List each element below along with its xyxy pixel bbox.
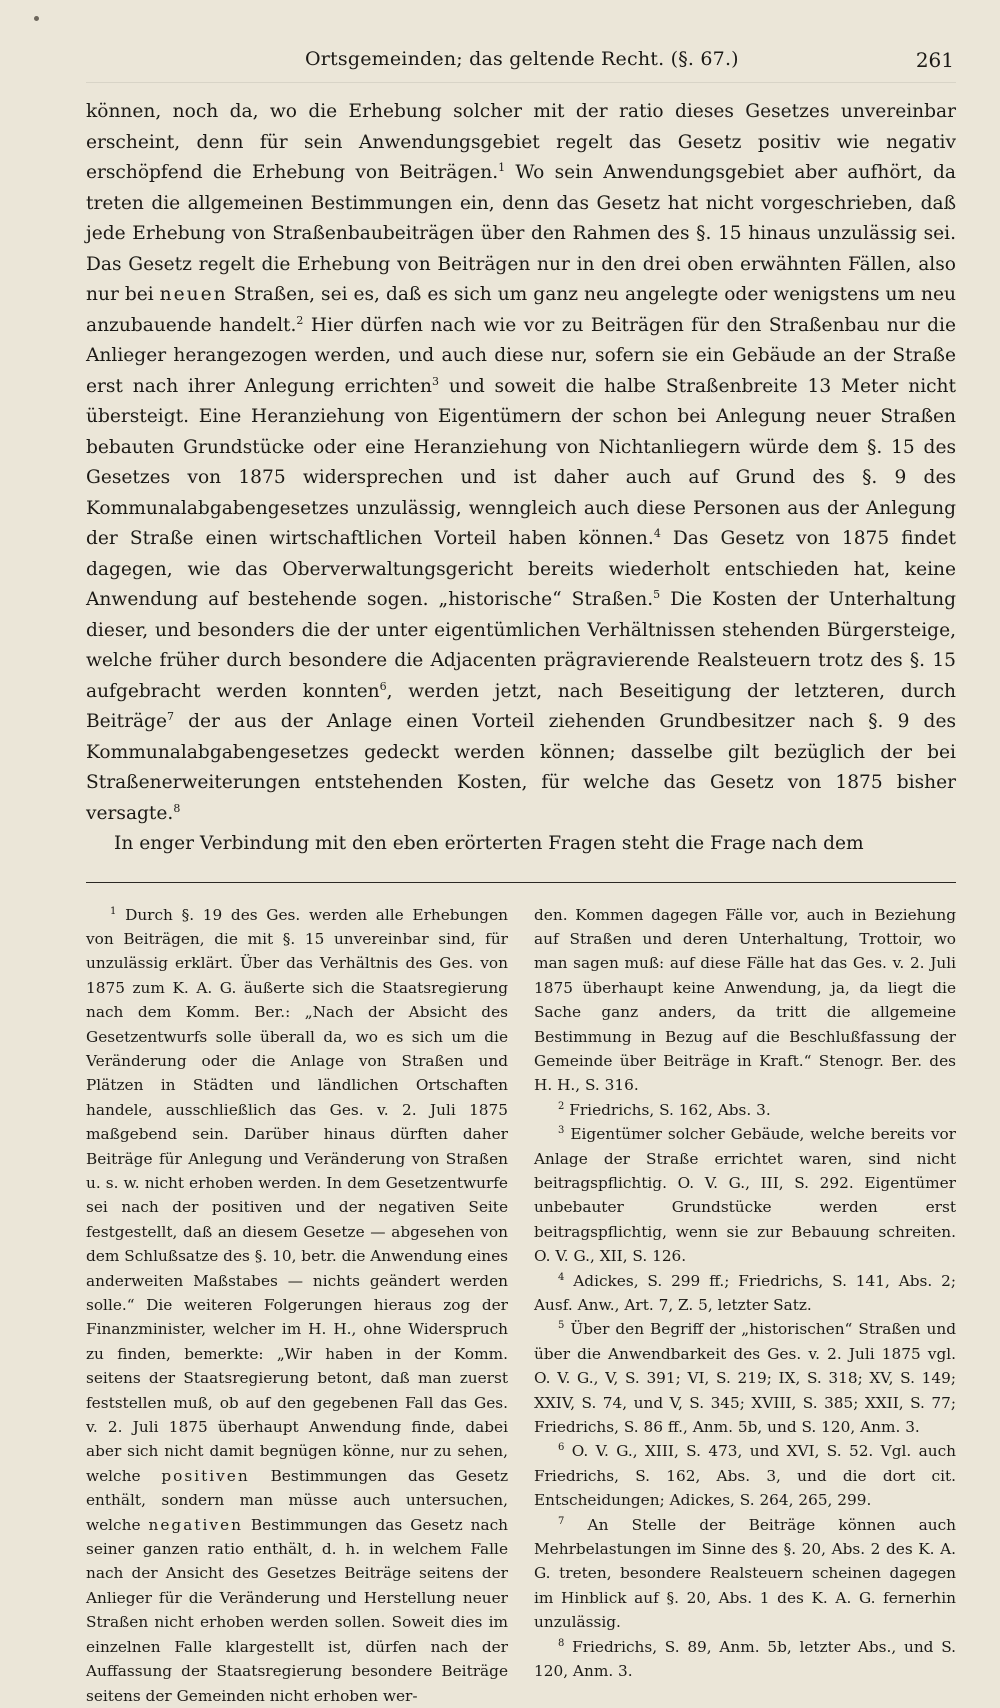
footnote-continuation: den. Kommen dagegen Fälle vor, auch in Beziehung auf Straßen und deren Unterhaltung, Trottoir, wo man sagen muß: auf diese Fälle hat das Ges. v. 2. Juli 1875 überhaupt keine Anwendung, ja, da liegt die Sache ganz anders, da tritt die allgemeine Bestimmung in Bezug auf die Beschlußfassung der Gemeinde über Beiträge in Kraft.“ Stenogr. Ber. des H. H., S. 316.	[534, 905, 956, 1095]
footnote-text: Adickes, S. 299 ff.; Friedrichs, S. 141, Abs. 2; Ausf. Anw., Art. 7, Z. 5, letzter Satz.	[534, 1271, 956, 1314]
footnote-text: Friedrichs, S. 89, Anm. 5b, letzter Abs., und S. 120, Anm. 3.	[534, 1637, 956, 1681]
page-header	[86, 48, 956, 83]
footnote-ref: 3	[432, 374, 440, 388]
text-run: Hier dürfen nach wie vor zu Beiträgen für den Straßenbau nur die Anlieger herangezogen werden, und auch diese nur, sofern sie ein Gebäude an der Straße erst nach ihrer Anlegung errichten	[86, 314, 956, 397]
footnote-ref: 2	[296, 313, 304, 327]
footnote-text: Über den Begriff der „historischen“ Straßen und über die Anwendbarkeit des Ges. v. 2. Juli 1875 vgl. O. V. G., V, S. 391; VI, S. 219; IX, S. 318; XV, S. 149; XXIV, S. 74, und V, S. 345; XVIII, S. 385; XXII, S. 77; Friedrichs, S. 86 ff., Anm. 5b, und S. 120, Anm. 3.	[534, 1320, 956, 1437]
footnote-ref: 6	[379, 679, 387, 693]
text-run: und soweit die halbe Straßenbreite 13 Meter nicht übersteigt. Eine Heranziehung von Eigentümern der schon bei Anlegung neuer Straßen bebauten Grundstücke oder eine Heranziehung von Nichtanliegern würde dem §. 15 des Gesetzes von 1875 widersprechen und ist daher auch auf Grund des §. 9 des Kommunalabgabengesetzes unzulässig, wenngleich auch diese Personen aus der Anlegung der Straße einen wirtschaftlichen Vorteil haben können.	[86, 375, 956, 549]
text-run: Wo sein Anwendungsgebiet aber aufhört, da treten die allgemeinen Bestimmungen ein, denn das Gesetz hat nicht vorgeschrieben, daß jede Erhebung von Straßenbaubeiträgen über den Rahmen des §. 15 hinaus unzulässig sei. Das Gesetz regelt die Erhebung von Beiträgen nur in den drei oben erwähnten Fällen, also nur bei	[86, 162, 956, 305]
footnote	[534, 1122, 956, 1268]
text-run: Durch §. 19 des Ges. werden alle Erhebungen von Beiträgen, die mit §. 15 unvereinbar sind, für unzulässig erklärt. Über das Verhältnis des Ges. von 1875 zum K. A. G. äußerte sich die Staatsregierung nach dem Komm. Ber.: „Nach der Absicht des Gesetzentwurfs solle überall da, wo es sich um die Veränderung oder die Anlage von Straßen und Plätzen in Städten und ländlichen Ortschaften handele, ausschließlich das Ges. v. 2. Juli 1875 maßgebend sein. Darüber hinaus dürften daher Beiträge für Anlegung und Veränderung von Straßen u. s. w. nicht erhoben werden. In dem Gesetzentwurfe sei nach der positiven und der negativen Seite festgestellt, daß an diesem Gesetze — abgesehen von dem Schlußsatze des §. 10, betr. die Anwendung eines anderweiten Maßstabes — nichts geändert werden solle.“ Die weiteren Folgerungen hieraus zog der Finanzminister, welcher im H. H., ohne Widerspruch zu finden, bemerkte: „Wir haben in der Komm. seitens der Staatsregierung betont, daß man zuerst feststellen muß, ob auf den gegebenen Fall das Ges. v. 2. Juli 1875 überhaupt Anwendung finde, dabei aber sich nicht damit begnügen könne, nur zu sehen, welche	[86, 905, 508, 1485]
footnote	[534, 1513, 956, 1635]
text-run: können, noch da, wo die Erhebung solcher mit der ratio dieses Gesetzes unvereinbar erscheint, denn für sein Anwendungsgebiet regelt das Gesetz positiv wie negativ erschöpfend die Erhebung von Beiträgen.	[86, 101, 956, 183]
footnote	[534, 1098, 956, 1122]
text-run: Das Gesetz von 1875 findet dagegen, wie das Oberverwaltungsgericht bereits wiederholt entschieden hat, keine Anwendung auf bestehende sogen. „historische“ Straßen.	[86, 528, 956, 610]
footnote-number: 2	[558, 1100, 565, 1112]
footnote-ref: 7	[166, 709, 174, 723]
footnote-text: Friedrichs, S. 162, Abs. 3.	[569, 1100, 771, 1119]
footnote	[534, 1269, 956, 1318]
footnote	[534, 1317, 956, 1439]
footnote-text: Eigentümer solcher Gebäude, welche bereits vor Anlage der Straße errichtet waren, sind nicht beitragspflichtig. O. V. G., III, S. 292. Eigentümer unbebauter Grundstücke werden erst beitragspflichtig, wenn sie zur Bebauung schreiten. O. V. G., XII, S. 126.	[534, 1125, 956, 1266]
footnote-number: 4	[558, 1271, 565, 1283]
text-run: der aus der Anlage einen Vorteil ziehenden Grundbesitzer nach §. 9 des Kommunalabgabengesetzes gedeckt werden können; dasselbe gilt bezüglich der bei Straßenerweiterungen entstehenden Kosten, für welche das Gesetz von 1875 bisher versagte.	[86, 711, 956, 824]
footnote-ref: 8	[173, 801, 181, 815]
footnote-rule	[86, 882, 956, 883]
emphasis: neuen	[159, 284, 228, 305]
footnote-number: 1	[110, 905, 117, 917]
running-title: Ortsgemeinden; das geltende Recht. (§. 67.)	[305, 48, 739, 70]
text-run: Bestimmungen das Gesetz enthält, sondern man müsse auch untersuchen, welche	[86, 1466, 509, 1534]
footnote-ref: 1	[498, 160, 506, 174]
footnotes	[86, 903, 956, 1708]
footnote-column-left	[86, 903, 508, 1708]
footnote-number: 6	[558, 1442, 565, 1454]
footnote-ref: 5	[653, 587, 661, 601]
main-text	[86, 97, 956, 860]
text-run: Die Kosten der Unterhaltung dieser, und besonders die der unter eigentümlichen Verhältnissen stehenden Bürgersteige, welche früher durch besondere die Adjacenten prägravierende Realsteuern trotz des §. 15 aufgebracht werden konnten	[86, 589, 956, 702]
footnote-text: An Stelle der Beiträge können auch Mehrbelastungen im Sinne des §. 20, Abs. 2 des K. A. G. treten, besondere Realsteuern scheinen dagegen im Hinblick auf §. 20, Abs. 1 des K. A. G. fernerhin unzulässig.	[534, 1515, 956, 1632]
footnote	[534, 1439, 956, 1512]
footnote-number: 3	[558, 1125, 565, 1137]
text-run: Straßen, sei es, daß es sich um ganz neu angelegte oder wenigstens um neu anzubauende handelt.	[86, 284, 956, 336]
footnote-column-right	[534, 903, 956, 1708]
footnote	[86, 903, 508, 1708]
footnote-number: 5	[558, 1320, 565, 1332]
text-run: , werden jetzt, nach Beseitigung der letzteren, durch Beiträge	[86, 680, 956, 732]
ink-speck	[34, 16, 39, 21]
footnote-ref: 4	[653, 526, 661, 540]
text-run: Bestimmungen das Gesetz nach seiner ganzen ratio enthält, d. h. in welchem Falle nach der Ansicht des Gesetzes Beiträge seitens der Anlieger für die Veränderung und Herstellung neuer Straßen nicht erhoben werden sollen. Soweit dies im einzelnen Falle klargestellt ist, dürfen nach der Auffassung der Staatsregierung besondere Beiträge seitens der Gemeinden nicht erhoben wer-	[86, 1515, 509, 1705]
emphasis: negativen	[148, 1515, 243, 1534]
footnote-number: 7	[558, 1515, 565, 1527]
footnote-number: 8	[558, 1637, 565, 1649]
footnote-text: O. V. G., XIII, S. 473, und XVI, S. 52. Vgl. auch Friedrichs, S. 162, Abs. 3, und die dort cit. Entscheidungen; Adickes, S. 264, 265, 299.	[534, 1442, 956, 1510]
footnote	[534, 1635, 956, 1684]
paragraph: In enger Verbindung mit den eben erörterten Fragen steht die Frage nach dem	[114, 833, 864, 854]
page-number: 261	[915, 48, 954, 72]
emphasis: positiven	[161, 1466, 250, 1485]
paragraph	[86, 97, 956, 829]
